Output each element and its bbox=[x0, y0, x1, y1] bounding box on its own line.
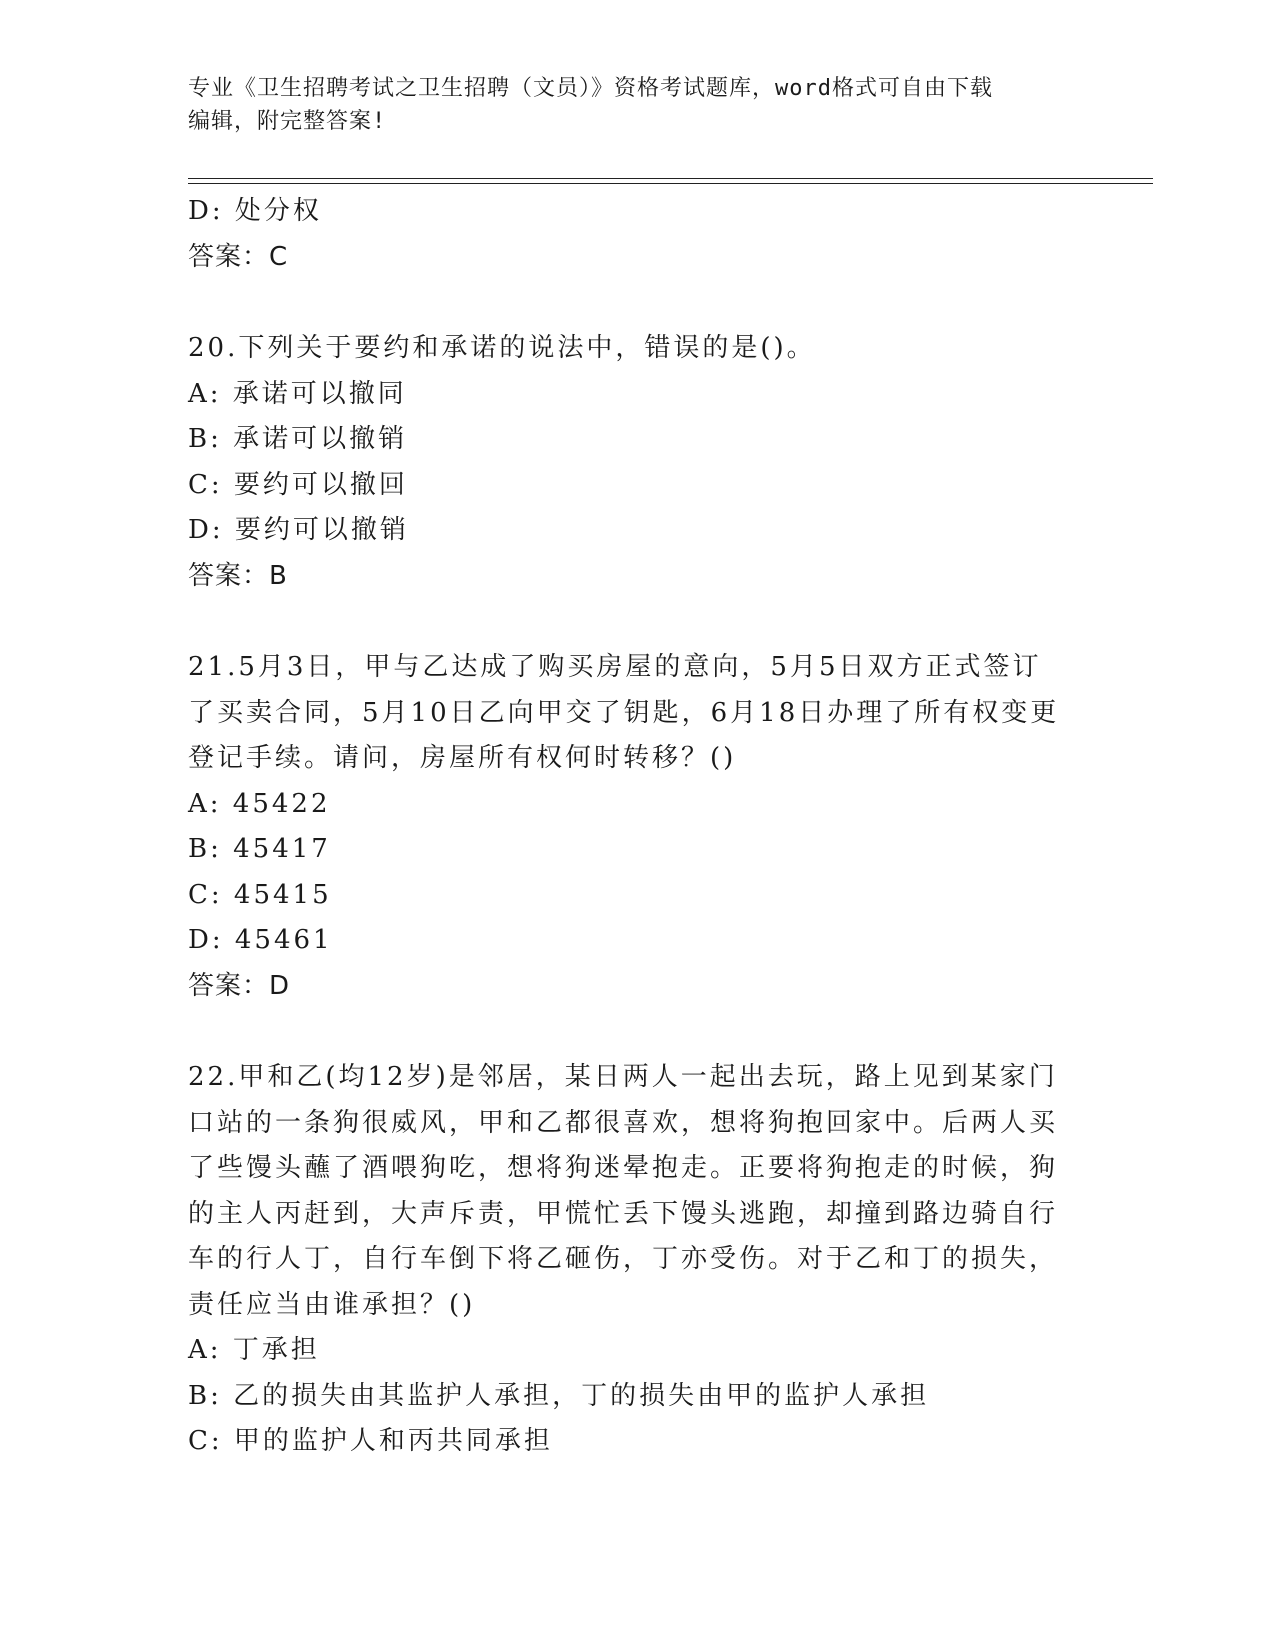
option-a: A: 丁承担 bbox=[188, 1335, 320, 1365]
answer: 答案：B bbox=[188, 560, 288, 591]
question-text-line: 21.5月3日，甲与乙达成了购买房屋的意向，5月5日双方正式签订 bbox=[188, 652, 1042, 682]
option-a: A: 45422 bbox=[188, 788, 331, 819]
question-text-line: 了些馒头蘸了酒喂狗吃，想将狗迷晕抱走。正要将狗抱走的时候，狗 bbox=[188, 1153, 1059, 1183]
question-20 bbox=[188, 326, 1088, 599]
document-body bbox=[188, 189, 1088, 1465]
question-text-line: 车的行人丁，自行车倒下将乙砸伤，丁亦受伤。对于乙和丁的损失， bbox=[188, 1244, 1059, 1274]
question-text-line: 口站的一条狗很威风，甲和乙都很喜欢，想将狗抱回家中。后两人买 bbox=[188, 1107, 1059, 1138]
option-b: B: 乙的损失由其监护人承担，丁的损失由甲的监护人承担 bbox=[188, 1380, 930, 1411]
header-line-2: 编辑，附完整答案! bbox=[188, 109, 387, 134]
question-22 bbox=[188, 1055, 1088, 1465]
question-text-line: 的主人丙赶到，大声斥责，甲慌忙丢下馒头逃跑，却撞到路边骑自行 bbox=[188, 1198, 1059, 1229]
option-a: A: 承诺可以撤同 bbox=[188, 378, 407, 409]
option-b: B: 承诺可以撤销 bbox=[188, 424, 408, 454]
question-text-line: 22.甲和乙(均12岁)是邻居，某日两人一起出去玩，路上见到某家门 bbox=[188, 1062, 1058, 1092]
question-19-tail bbox=[188, 189, 1088, 280]
header-rule-bottom bbox=[188, 183, 1153, 184]
option-d: D: 要约可以撤销 bbox=[188, 515, 409, 545]
question-21 bbox=[188, 645, 1088, 1009]
option-c: C: 要约可以撤回 bbox=[188, 469, 408, 500]
option-b: B: 45417 bbox=[188, 834, 331, 864]
option-c: C: 45415 bbox=[188, 879, 332, 910]
answer: 答案：C bbox=[188, 241, 289, 272]
option-c: C: 甲的监护人和丙共同承担 bbox=[188, 1426, 553, 1456]
answer: 答案：D bbox=[188, 970, 291, 1001]
question-text-line: 登记手续。请问，房屋所有权何时转移？() bbox=[188, 743, 737, 773]
question-text: 20.下列关于要约和承诺的说法中，错误的是()。 bbox=[188, 333, 816, 363]
question-text-line: 责任应当由谁承担？() bbox=[188, 1289, 476, 1320]
question-text-line: 了买卖合同，5月10日乙向甲交了钥匙，6月18日办理了所有权变更 bbox=[188, 697, 1060, 728]
header-rule-top bbox=[188, 178, 1153, 179]
option-d: D: 处分权 bbox=[188, 196, 322, 226]
header-line-1: 专业《卫生招聘考试之卫生招聘（文员）》资格考试题库，word格式可自由下载 bbox=[188, 76, 993, 101]
document-header bbox=[188, 72, 1088, 138]
option-d: D: 45461 bbox=[188, 925, 333, 955]
